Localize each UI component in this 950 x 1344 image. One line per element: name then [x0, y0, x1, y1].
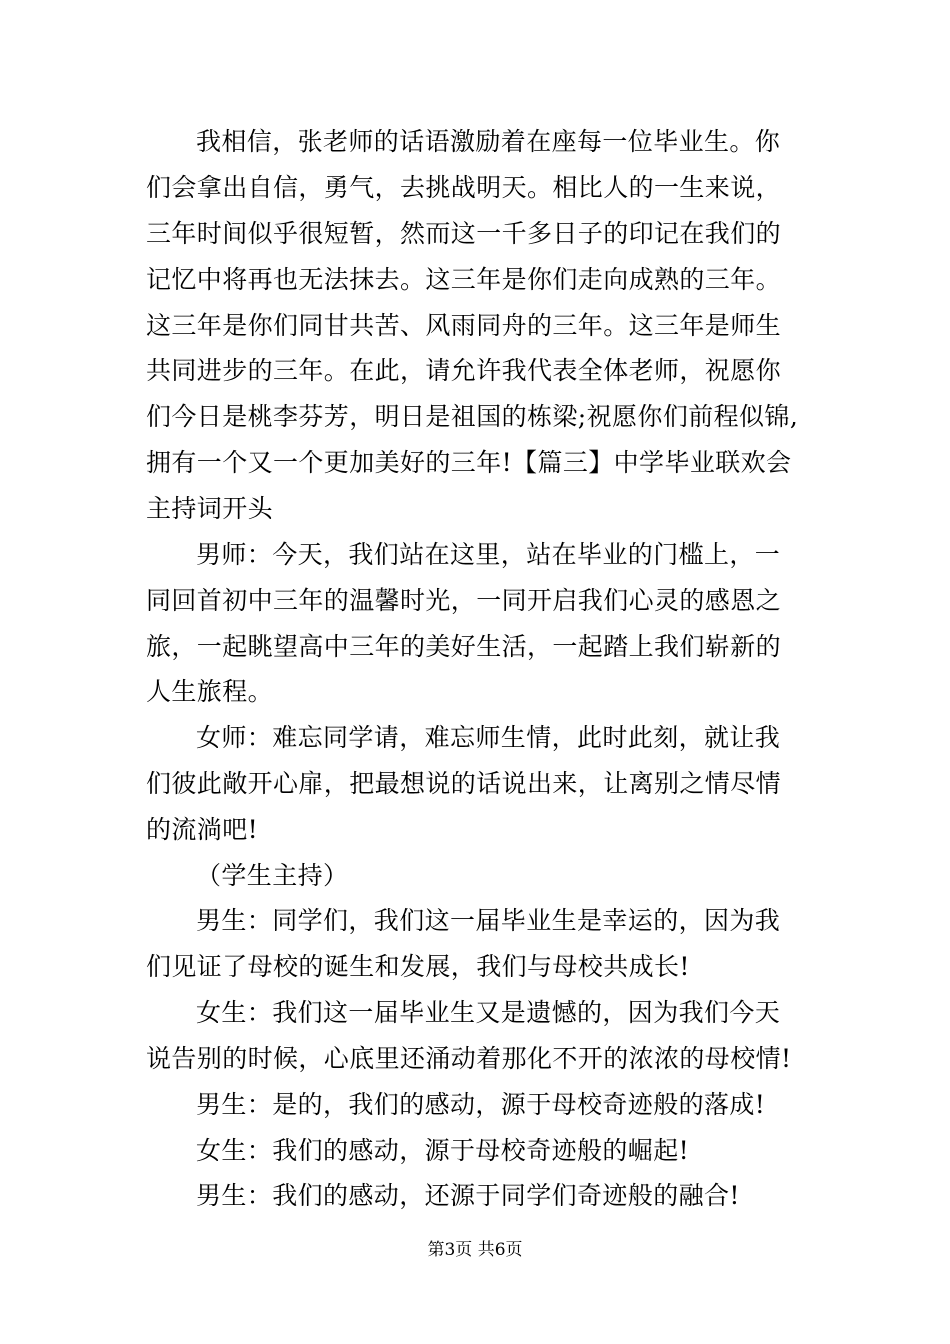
text-line: 人生旅程。 [146, 677, 274, 706]
text-line: 男师：今天，我们站在这里，站在毕业的门槛上，一 [196, 540, 781, 569]
text-line: 们见证了母校的诞生和发展，我们与母校共成长! [146, 952, 690, 981]
text-line: 我相信，张老师的话语激励着在座每一位毕业生。你 [196, 127, 781, 156]
text-line: 同回首初中三年的温馨时光，一同开启我们心灵的感恩之 [146, 586, 782, 615]
text-line: 三年时间似乎很短暂，然而这一千多日子的印记在我们的 [146, 219, 782, 248]
text-line: 的流淌吧! [146, 815, 259, 844]
text-line: 男生：是的，我们的感动，源于母校奇迹般的落成! [196, 1090, 766, 1119]
text-line: （学生主持） [196, 861, 349, 890]
text-line: 们今日是桃李芬芳，明日是祖国的栋梁;祝愿你们前程似锦, [146, 402, 799, 431]
text-line: 男生：同学们，我们这一届毕业生是幸运的，因为我 [196, 906, 781, 935]
text-line: 说告别的时候，心底里还涌动着那化不开的浓浓的母校情! [146, 1044, 792, 1073]
text-line: 女生：我们的感动，源于母校奇迹般的崛起! [196, 1136, 690, 1165]
text-line: 们会拿出自信，勇气，去挑战明天。相比人的一生来说， [146, 173, 782, 202]
text-line: 拥有一个又一个更加美好的三年!【篇三】中学毕业联欢会 [146, 448, 792, 477]
text-line: 旅，一起眺望高中三年的美好生活，一起踏上我们崭新的 [146, 632, 782, 661]
text-line: 记忆中将再也无法抹去。这三年是你们走向成熟的三年。 [146, 265, 782, 294]
text-line: 男生：我们的感动，还源于同学们奇迹般的融合! [196, 1181, 740, 1210]
text-line: 女师：难忘同学请，难忘师生情，此时此刻，就让我 [196, 723, 781, 752]
page-number-footer: 第3页 共6页 [427, 1240, 523, 1260]
text-line: 们彼此敞开心扉，把最想说的话说出来，让离别之情尽情 [146, 769, 782, 798]
text-line: 共同进步的三年。在此，请允许我代表全体老师，祝愿你 [146, 356, 782, 385]
text-line: 这三年是你们同甘共苦、风雨同舟的三年。这三年是师生 [146, 311, 782, 340]
text-line: 女生：我们这一届毕业生又是遗憾的，因为我们今天 [196, 998, 781, 1027]
text-line: 主持词开头 [146, 494, 274, 523]
